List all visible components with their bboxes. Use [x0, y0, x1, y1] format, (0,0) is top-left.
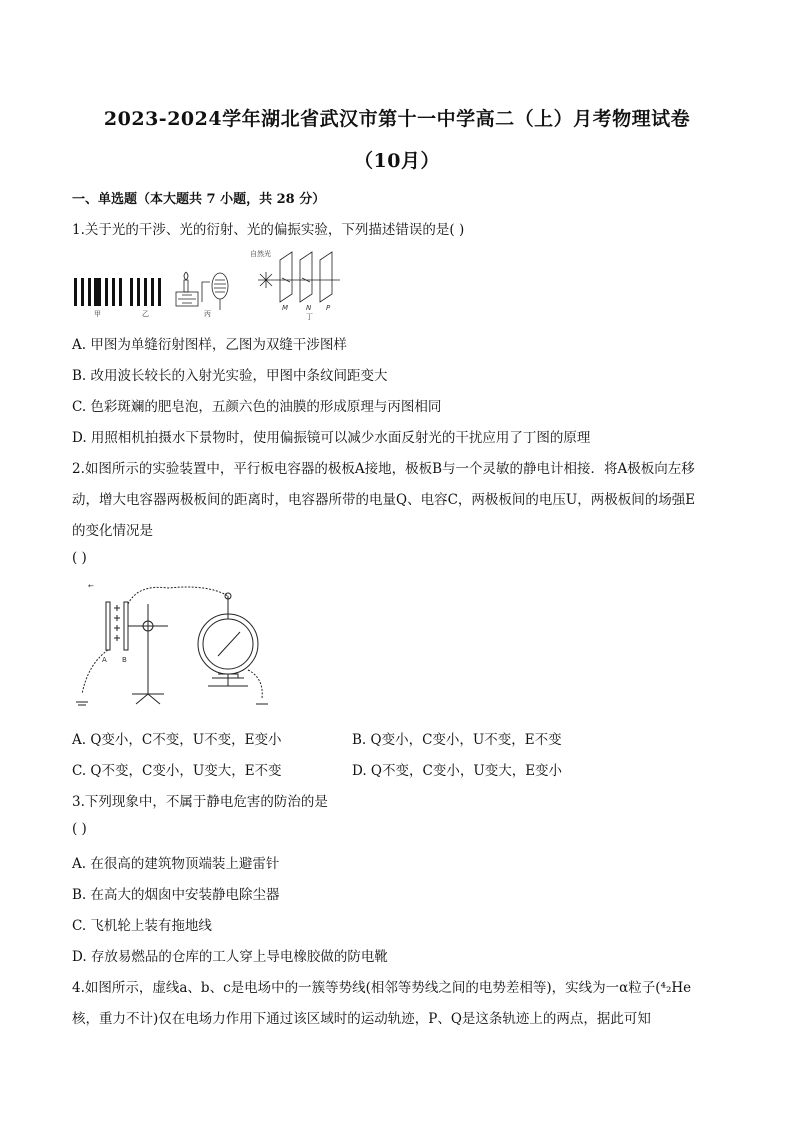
question-3-option-b: B. 在高大的烟囱中安装静电除尘器 [72, 887, 280, 903]
question-3-stem: 3.下列现象中，不属于静电危害的防治的是 [72, 794, 328, 810]
question-1-figure [70, 242, 350, 320]
question-2-option-b: B. Q变小，C变小，U不变，E不变 [352, 732, 562, 748]
question-3-option-d: D. 存放易燃品的仓库的工人穿上导电橡胶做的防电靴 [72, 949, 388, 965]
exam-title-subtitle: （10月） [354, 150, 440, 172]
question-2-option-c: C. Q不变，C变小，U变大，E不变 [72, 763, 282, 779]
question-2-option-d: D. Q不变，C变小，U变大，E变小 [352, 763, 563, 779]
question-2-stem-line1: 2.如图所示的实验装置中，平行板电容器的极板A接地，极板B与一个灵敏的静电计相接．将A极板向左移 [72, 461, 695, 477]
label-n: N [306, 304, 312, 312]
question-1-option-c: C. 色彩斑斓的肥皂泡，五颜六色的油膜的形成原理与丙图相同 [72, 399, 442, 415]
question-3-paren: ( ) [72, 821, 87, 837]
interference-pattern [130, 278, 161, 306]
question-2-option-a: A. Q变小，C不变，U不变，E变小 [72, 732, 282, 748]
label-bing: 丙 [204, 310, 211, 318]
question-4-stem-line2: 核，重力不计)仅在电场力作用下通过该区域时的运动轨迹，P、Q是这条轨迹上的两点，据此可知 [72, 1011, 651, 1027]
question-2-figure [68, 574, 268, 714]
question-1-option-b: B. 改用波长较长的入射光实验，甲图中条纹间距变大 [72, 368, 388, 384]
plate-b [124, 602, 128, 650]
label-natural-light: 自然光 [250, 250, 271, 258]
label-m: M [282, 304, 289, 312]
label-plate-b: B [122, 656, 127, 664]
question-4-stem-line1: 4.如图所示，虚线a、b、c是电场中的一簇等势线(相邻等势线之间的电势差相等)，实线为一α粒子(⁴₂He [72, 980, 692, 996]
question-1-stem: 1.关于光的干涉、光的衍射、光的偏振实验，下列描述错误的是( ) [72, 222, 465, 238]
section-heading: 一、单选题（本大题共 7 小题，共 28 分） [72, 192, 326, 207]
question-3-option-c: C. 飞机轮上装有拖地线 [72, 918, 212, 934]
question-2-stem-line2: 动，增大电容器两极板间的距离时，电容器所带的电量Q、电容C，两极板间的电压U，两极板间的场强E [72, 492, 696, 508]
diffraction-pattern [74, 278, 122, 306]
question-1-option-a: A. 甲图为单缝衍射图样，乙图为双缝干涉图样 [72, 337, 347, 353]
label-p: P [326, 304, 331, 312]
question-2-paren: ( ) [72, 550, 87, 566]
plate-a [106, 602, 110, 650]
label-jia: 甲 [94, 310, 101, 318]
label-yi: 乙 [142, 310, 149, 318]
arrow-left-icon: ← [88, 582, 94, 590]
question-2-stem-line3: 的变化情况是 [72, 523, 153, 539]
polarizer-setup [258, 252, 340, 302]
label-ding: 丁 [306, 313, 313, 320]
soap-film-setup [176, 272, 228, 310]
question-1-option-d: D. 用照相机拍摄水下景物时，使用偏振镜可以减少水面反射光的干扰应用了丁图的原理 [72, 430, 591, 446]
label-plate-a: A [102, 656, 107, 664]
question-3-option-a: A. 在很高的建筑物顶端装上避雷针 [72, 856, 280, 872]
exam-title: 2023-2024学年湖北省武汉市第十一中学高二（上）月考物理试卷 [103, 108, 691, 130]
